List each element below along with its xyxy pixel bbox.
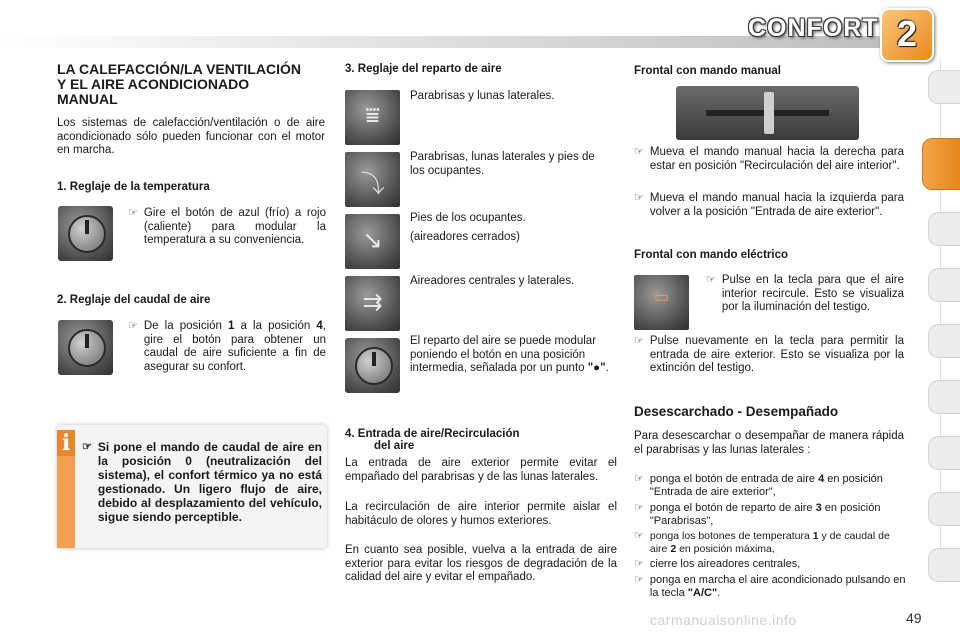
recirculation-paragraph-2: La recirculación de aire interior permite aislar el habitáculo de olores y humos exteriores. (345, 501, 617, 527)
temperature-instruction: ☞ Gire el botón de azul (frío) a rojo (caliente) para modular la temperatura a su conveniencia. (128, 207, 326, 246)
pointing-hand-icon: ☞ (634, 192, 644, 204)
defrost-intro: Para desescarchar o desempañar de manera rápida el parabrisas y las lunas laterales : (634, 430, 904, 456)
temperature-knob-icon (58, 206, 113, 261)
pointing-hand-icon: ☞ (128, 320, 138, 332)
defrost-step-4: ☞ cierre los aireadores centrales, (634, 558, 801, 570)
section-title: LA CALEFACCIÓN/LA VENTILACIÓN Y EL AIRE ACONDICIONADO MANUAL (57, 61, 301, 107)
pointing-hand-icon: ☞ (706, 274, 716, 286)
pointing-hand-icon: ☞ (634, 574, 644, 586)
recirculation-paragraph-3: En cuanto sea posible, vuelva a la entrada de aire exterior para evitar los riesgos de degradación de la calidad del aire y evitar el empañado. (345, 544, 617, 583)
pointing-hand-icon: ☞ (634, 502, 644, 514)
defrost-heading: Desescarchado - Desempañado (634, 404, 839, 419)
distribution-feet: Pies de los ocupantes. (410, 212, 526, 224)
distribution-windscreen: Parabrisas y lunas laterales. (410, 90, 555, 102)
distribution-heading: 3. Reglaje del reparto de aire (345, 63, 502, 75)
chapter-tab-1[interactable] (928, 70, 960, 104)
distribution-vents: Aireadores centrales y laterales. (410, 275, 575, 287)
manual-slider-image (676, 86, 859, 140)
distribution-windscreen-feet: Parabrisas, lunas laterales y pies de los ocupantes. (410, 151, 595, 177)
info-strip (57, 456, 75, 548)
manual-control-heading: Frontal con mando manual (634, 65, 781, 77)
manual-instruction-2: ☞ Mueva el mando manual hacia la izquierda para volver a la posición "Entrada de aire exterior". (634, 192, 904, 218)
page-title: CONFORT (748, 14, 879, 42)
chapter-tab-3[interactable] (928, 212, 960, 246)
recirculation-heading: 4. Entrada de aire/Recirculación del aire (345, 428, 520, 452)
electric-instruction-1: ☞ Pulse en la tecla para que el aire interior recircule. Esto se visualiza por la iluminación del testigo. (706, 274, 904, 313)
pointing-hand-icon: ☞ (634, 335, 644, 347)
defrost-step-2: ☞ ponga el botón de reparto de aire 3 en posición "Parabrisas", (634, 502, 881, 527)
watermark: carmanualsonline.info (650, 612, 797, 628)
defrost-step-1: ☞ ponga el botón de entrada de aire 4 en posición "Entrada de aire exterior", (634, 473, 883, 498)
electric-control-heading: Frontal con mando eléctrico (634, 249, 788, 261)
pointing-hand-icon: ☞ (634, 558, 644, 570)
windscreen-feet-icon: ⤵ (345, 152, 400, 207)
pointing-hand-icon: ☞ (82, 441, 92, 453)
airflow-instruction: ☞ De la posición 1 a la posición 4, gire el botón para obtener un caudal de aire suficiente a fin de asegurar su confort. (128, 320, 326, 373)
defrost-step-3: ☞ ponga los botones de temperatura 1 y de caudal de aire 2 en posición máxima, (634, 530, 890, 555)
info-text: ☞ Si pone el mando de caudal de aire en la posición 0 (neutralización del sistema), el confort térmico ya no está gestionado. Un ligero flujo de aire, debido al desplazamiento del vehículo, sigue siendo perceptible. (82, 440, 323, 524)
chapter-tab-7[interactable] (928, 436, 960, 470)
airflow-knob-icon (58, 320, 113, 375)
pointing-hand-icon: ☞ (634, 473, 644, 485)
chapter-tab-8[interactable] (928, 492, 960, 526)
pointing-hand-icon: ☞ (634, 530, 644, 542)
chapter-number: 2 (896, 13, 918, 54)
face-vents-icon: ⇉ (345, 276, 400, 331)
distribution-feet-note: (aireadores cerrados) (410, 231, 520, 243)
intro-paragraph: Los sistemas de calefacción/ventilación o de aire acondicionado sólo pueden funcionar con el motor en marcha. (57, 117, 325, 156)
distribution-intermediate: El reparto del aire se puede modular poniendo el botón en una posición intermedia, señalada por un punto "●". (410, 335, 609, 374)
defrost-step-5: ☞ ponga en marcha el aire acondicionado pulsando en la tecla "A/C". (634, 574, 906, 599)
distribution-knob-icon (345, 338, 400, 393)
page-number: 49 (906, 610, 922, 626)
windscreen-defrost-icon: ⩸ (345, 90, 400, 145)
pointing-hand-icon: ☞ (128, 207, 138, 219)
chapter-tab-6[interactable] (928, 380, 960, 414)
pointing-hand-icon: ☞ (634, 146, 644, 158)
electric-instruction-2: ☞ Pulse nuevamente en la tecla para permitir la entrada de aire exterior. Esto se visualiza por la extinción del testigo. (634, 335, 904, 374)
recirculation-button-image: ▭ (634, 275, 689, 330)
manual-instruction-1: ☞ Mueva el mando manual hacia la derecha para estar en posición "Recirculación del aire interior". (634, 146, 904, 172)
airflow-heading: 2. Reglaje del caudal de aire (57, 294, 211, 306)
feet-icon: ↘ (345, 214, 400, 269)
chapter-tab-2-active[interactable] (922, 138, 960, 190)
chapter-tab-4[interactable] (928, 268, 960, 302)
temperature-heading: 1. Reglaje de la temperatura (57, 181, 210, 193)
recirculation-paragraph-1: La entrada de aire exterior permite evitar el empañado del parabrisas y de las lunas laterales. (345, 457, 617, 483)
info-icon: i (57, 430, 75, 456)
chapter-tab-9[interactable] (928, 548, 960, 582)
chapter-tab-5[interactable] (928, 324, 960, 358)
chapter-badge (880, 8, 934, 62)
